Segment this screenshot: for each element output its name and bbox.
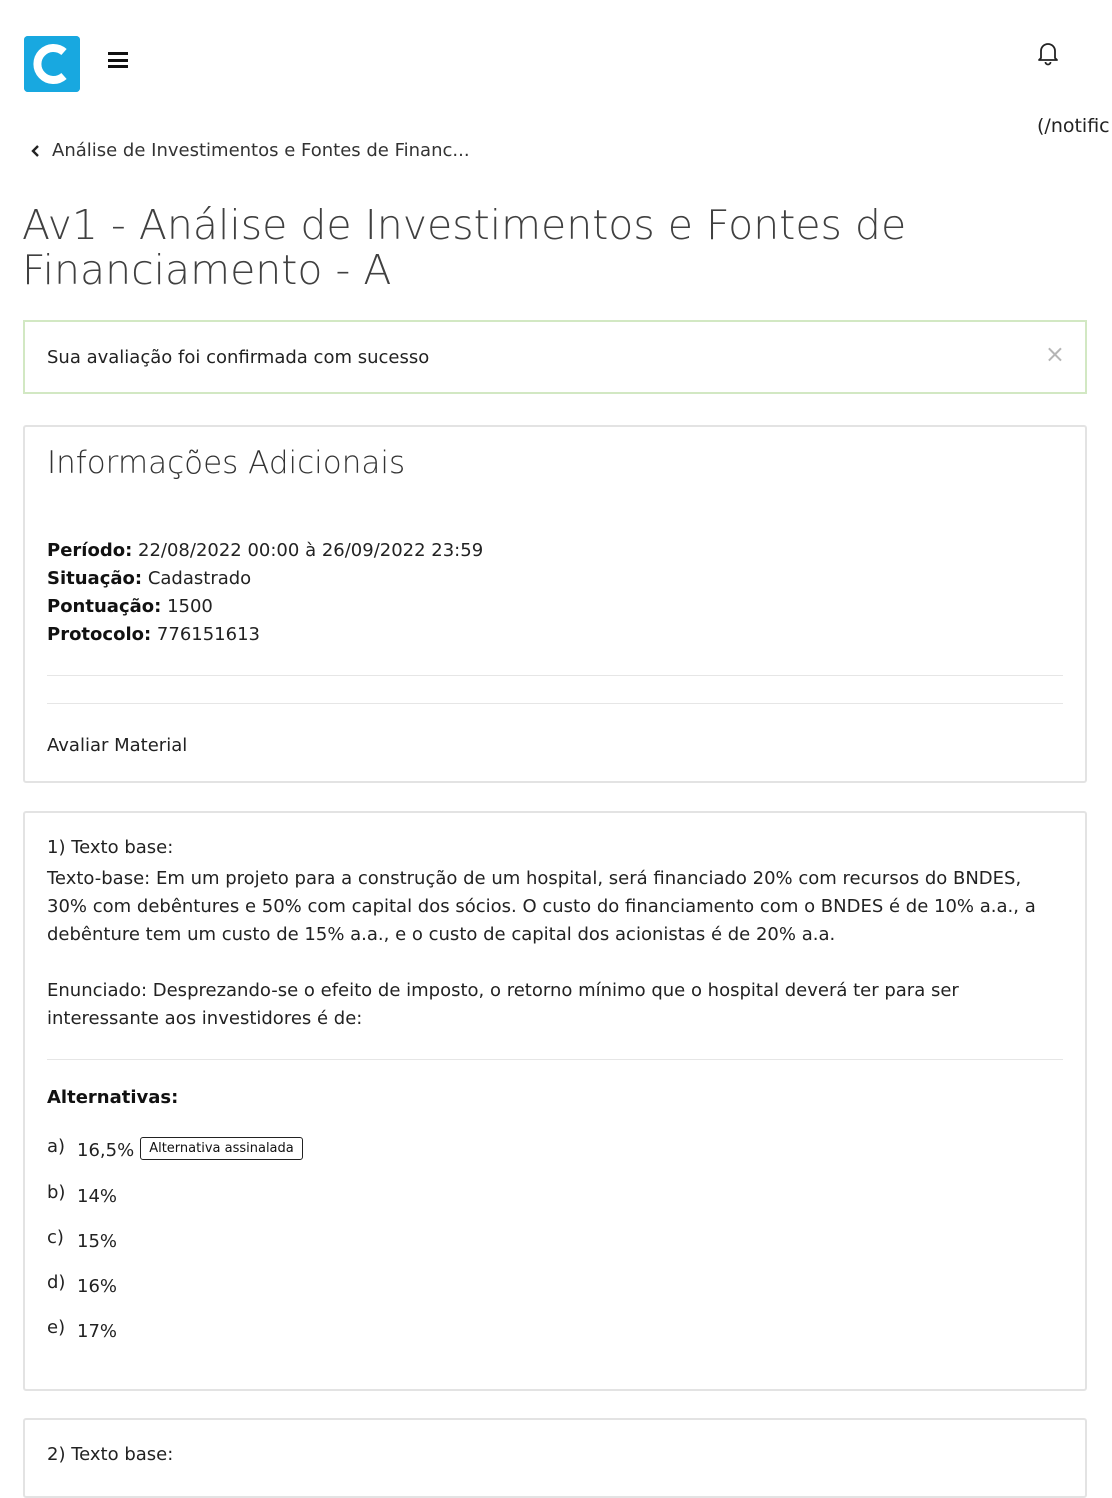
alternative-text: 16% (77, 1276, 118, 1297)
avaliar-material-link[interactable]: Avaliar Material (47, 735, 188, 756)
situacao-value: Cadastrado (147, 568, 252, 589)
info-list (47, 537, 483, 649)
texto-base: Texto-base: Em um projeto para a construção de um hospital, será financiado 20% com recursos do BNDES, 30% com debêntures e 50% com capital dos sócios. O custo do financiamento com o BNDES é de 10% a.a., a debênture tem um custo de 15% a.a., e o custo de capital dos acionistas é de 20% a.a. (47, 868, 1036, 945)
periodo-row (47, 537, 483, 565)
pontuacao-row (47, 593, 483, 621)
alternative-e[interactable] (47, 1317, 118, 1342)
notification-link[interactable]: (/notific (1037, 115, 1110, 137)
close-icon[interactable]: × (1044, 340, 1065, 368)
logo-c-icon[interactable] (24, 36, 80, 92)
success-alert (23, 320, 1087, 394)
alternative-letter: e) (47, 1317, 66, 1338)
question-card-1 (23, 811, 1087, 1391)
alternative-letter: a) (47, 1136, 66, 1157)
alternative-c[interactable] (47, 1227, 118, 1252)
question-card-2 (23, 1418, 1087, 1498)
situacao-row (47, 565, 483, 593)
alternative-text: 15% (77, 1231, 118, 1252)
hamburger-menu-icon[interactable] (108, 52, 128, 70)
bell-icon[interactable] (1036, 40, 1060, 66)
alternative-text: 16,5% (77, 1140, 135, 1161)
protocolo-value: 776151613 (156, 624, 260, 645)
alternative-b[interactable] (47, 1182, 118, 1207)
pontuacao-value: 1500 (167, 596, 213, 617)
enunciado: Enunciado: Desprezando-se o efeito de imposto, o retorno mínimo que o hospital deverá ter para ser interessante aos investidores é de: (47, 980, 959, 1029)
protocolo-row (47, 621, 483, 649)
alternative-letter: d) (47, 1272, 66, 1293)
alert-message: Sua avaliação foi confirmada com sucesso (47, 347, 430, 368)
question-header: 2) Texto base: (47, 1444, 174, 1465)
info-title: Informações Adicionais (47, 445, 406, 481)
breadcrumb-label: Análise de Investimentos e Fontes de Financ... (52, 140, 470, 161)
breadcrumb[interactable] (30, 140, 470, 161)
question-header: 1) Texto base: (47, 837, 174, 858)
alternative-letter: c) (47, 1227, 64, 1248)
alternative-text: 17% (77, 1321, 118, 1342)
situacao-label: Situação: (47, 568, 143, 589)
alternative-letter: b) (47, 1182, 66, 1203)
protocolo-label: Protocolo: (47, 624, 152, 645)
pontuacao-label: Pontuação: (47, 596, 162, 617)
selected-badge: Alternativa assinalada (140, 1137, 303, 1160)
page-title: Av1 - Análise de Investimentos e Fontes de Financiamento - A (22, 201, 907, 294)
periodo-label: Período: (47, 540, 133, 561)
alternative-text: 14% (77, 1186, 118, 1207)
alternative-d[interactable] (47, 1272, 118, 1297)
chevron-left-icon (30, 144, 40, 158)
alternative-a[interactable] (47, 1136, 303, 1162)
alternatives-title: Alternativas: (47, 1087, 179, 1108)
question-body (47, 865, 1047, 1033)
divider (47, 675, 1063, 676)
divider (47, 1059, 1063, 1060)
periodo-value: 22/08/2022 00:00 à 26/09/2022 23:59 (138, 540, 484, 561)
additional-info-card (23, 425, 1087, 783)
divider (47, 703, 1063, 704)
